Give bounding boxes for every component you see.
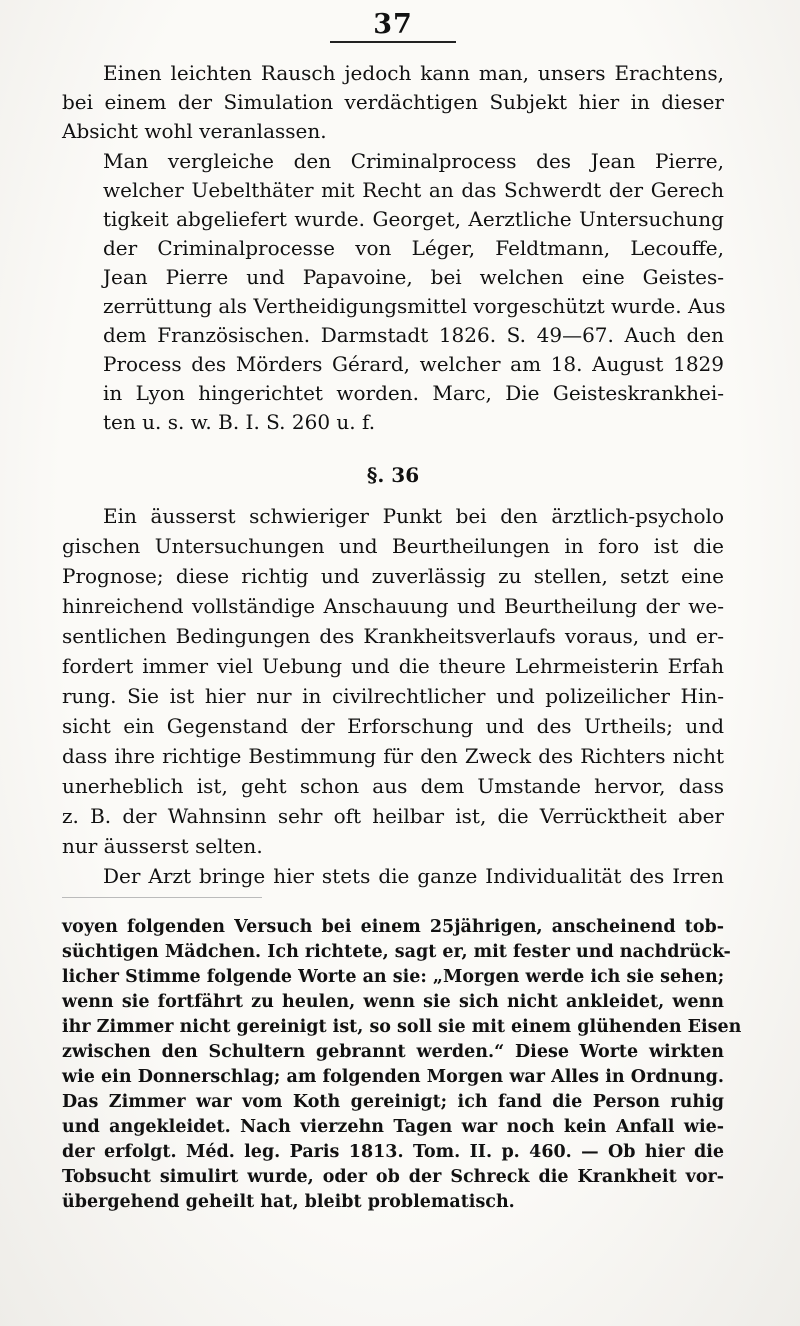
- text-line: Man vergleiche den Criminalprocess des Jean Pierre,: [103, 149, 724, 173]
- text-line: dem Französischen. Darmstadt 1826. S. 49—67. Auch den: [103, 323, 724, 347]
- footnote-divider: [62, 897, 262, 898]
- text-line: Process des Mörders Gérard, welcher am 18. August 1829: [103, 352, 724, 376]
- footnote-line: wie ein Donnerschlag; am folgenden Morgen war Alles in Ordnung.: [62, 1067, 724, 1087]
- text-line: Einen leichten Rausch jedoch kann man, unsers Erachtens,: [103, 61, 724, 85]
- text-line: Ein äusserst schwieriger Punkt bei den ärztlich-psycholo: [103, 504, 724, 528]
- text-line: tigkeit abgeliefert wurde. Georget, Aerztliche Untersuchung: [103, 207, 724, 231]
- text-line: Absicht wohl veranlassen.: [62, 119, 327, 143]
- text-line: in Lyon hingerichtet worden. Marc, Die Geisteskrankhei-: [103, 381, 724, 405]
- text-line: Prognose; diese richtig und zuverlässig zu stellen, setzt eine: [62, 564, 724, 588]
- footnote-line: licher Stimme folgende Worte an sie: „Morgen werde ich sie sehen;: [62, 967, 725, 987]
- text-line: nur äusserst selten.: [62, 834, 263, 858]
- text-line: hinreichend vollständige Anschauung und Beurtheilung der we-: [62, 594, 724, 618]
- text-line: bei einem der Simulation verdächtigen Subjekt hier in dieser: [62, 90, 724, 114]
- text-line: sicht ein Gegenstand der Erforschung und des Urtheils; und: [62, 714, 724, 738]
- footnote-line: zwischen den Schultern gebrannt werden.“ Diese Worte wirkten: [62, 1042, 724, 1062]
- footnote-line: wenn sie fortfährt zu heulen, wenn sie sich nicht ankleidet, wenn: [62, 992, 724, 1012]
- section-heading: §. 36: [366, 463, 420, 487]
- footnote-line: übergehend geheilt hat, bleibt problematisch.: [62, 1192, 515, 1212]
- text-line: Jean Pierre und Papavoine, bei welchen eine Geistes-: [103, 265, 724, 289]
- footnote-line: voyen folgenden Versuch bei einem 25jährigen, anscheinend tob-: [62, 917, 724, 937]
- footnote-line: und angekleidet. Nach vierzehn Tagen war noch kein Anfall wie-: [62, 1117, 724, 1137]
- page-number: 37: [373, 9, 413, 40]
- text-line: z. B. der Wahnsinn sehr oft heilbar ist, die Verrücktheit aber: [62, 804, 724, 828]
- footnote-line: süchtigen Mädchen. Ich richtete, sagt er, mit fester und nachdrück-: [62, 942, 731, 962]
- footnote-line: ihr Zimmer nicht gereinigt ist, so soll sie mit einem glühenden Eisen: [62, 1017, 742, 1037]
- text-line: ten u. s. w. B. I. S. 260 u. f.: [103, 410, 376, 434]
- text-line: sentlichen Bedingungen des Krankheitsverlaufs voraus, und er-: [62, 624, 724, 648]
- text-line: der Criminalprocesse von Léger, Feldtmann, Lecouffe,: [103, 236, 724, 260]
- footnote-line: Das Zimmer war vom Koth gereinigt; ich fand die Person ruhig: [62, 1092, 724, 1112]
- text-line: dass ihre richtige Bestimmung für den Zweck des Richters nicht: [62, 744, 724, 768]
- text-line: zerrüttung als Vertheidigungsmittel vorgeschützt wurde. Aus: [103, 294, 726, 318]
- text-line: fordert immer viel Uebung und die theure Lehrmeisterin Erfah: [62, 654, 724, 678]
- footnote-line: der erfolgt. Méd. leg. Paris 1813. Tom. II. p. 460. — Ob hier die: [62, 1142, 724, 1162]
- text-line: welcher Uebelthäter mit Recht an das Schwerdt der Gerech: [103, 178, 724, 202]
- text-line: Der Arzt bringe hier stets die ganze Individualität des Irren: [103, 864, 724, 888]
- text-line: rung. Sie ist hier nur in civilrechtlicher und polizeilicher Hin-: [62, 684, 724, 708]
- page-number-rule: [330, 41, 456, 43]
- text-line: gischen Untersuchungen und Beurtheilungen in foro ist die: [62, 534, 724, 558]
- footnote-line: Tobsucht simulirt wurde, oder ob der Schreck die Krankheit vor-: [62, 1167, 724, 1187]
- text-line: unerheblich ist, geht schon aus dem Umstande hervor, dass: [62, 774, 724, 798]
